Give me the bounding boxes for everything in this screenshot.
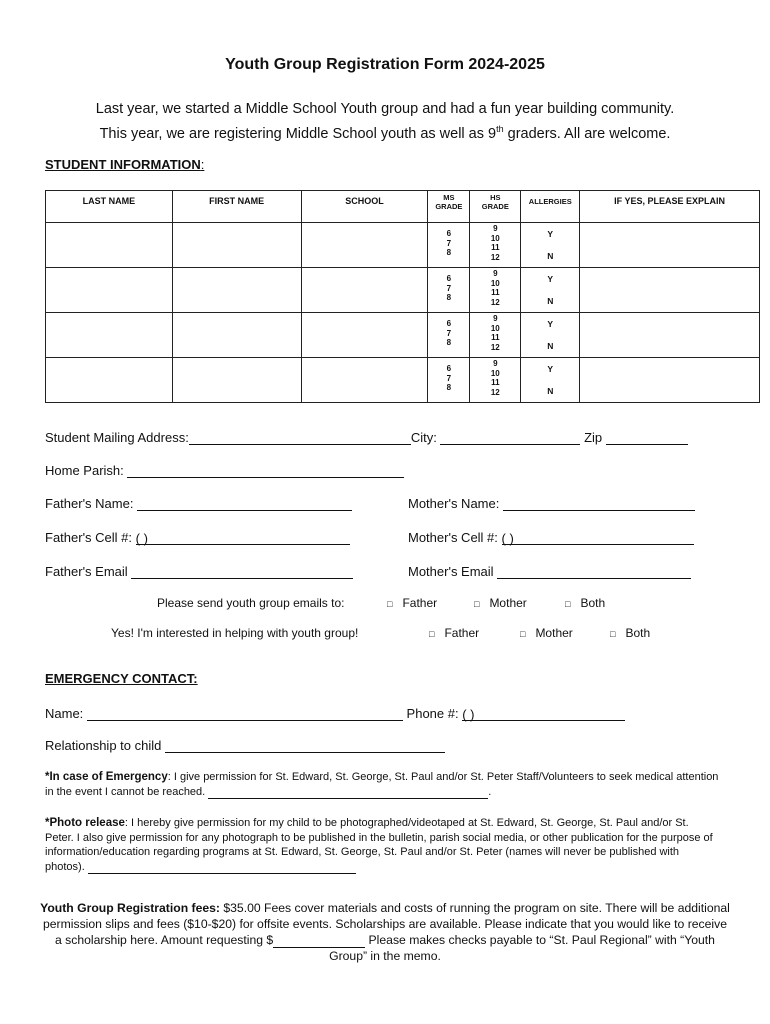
allergy-no-option[interactable]: N [547, 386, 554, 396]
header-hs-grade [470, 191, 521, 223]
allergy-yes-option[interactable]: Y [547, 274, 554, 284]
header-hs-grade-1: HS [490, 193, 501, 202]
fathers-cell-field[interactable] [136, 531, 350, 545]
last-name-cell[interactable] [46, 313, 173, 358]
emergency-name-field[interactable] [87, 707, 403, 721]
hs-grade-option[interactable]: 12 [490, 342, 500, 352]
emails-option-both[interactable] [565, 596, 605, 610]
emails-option-father[interactable] [387, 596, 437, 610]
header-hs-grade-2: GRADE [481, 202, 509, 211]
intro-line-1: Last year, we started a Middle School Youth group and had a fun year building community. [95, 101, 675, 117]
intro-line-2b: graders. All are welcome. [503, 125, 671, 142]
mailing-address-field[interactable] [189, 431, 411, 445]
emails-option-both-label: Both [580, 596, 606, 610]
school-cell[interactable] [301, 223, 428, 268]
photo-release-signature-field[interactable] [88, 862, 356, 874]
hs-grade-option[interactable]: 11 [491, 333, 500, 342]
checkbox-icon[interactable]: □ [429, 629, 435, 639]
allergies-cell[interactable] [521, 358, 580, 403]
allergy-explain-cell[interactable] [580, 313, 760, 358]
mothers-email-label: Mother's Email [408, 564, 494, 579]
ms-grade-option[interactable]: 7 [446, 373, 452, 383]
allergies-cell[interactable] [521, 223, 580, 268]
ms-grade-options[interactable] [428, 313, 469, 348]
emails-prompt: Please send youth group emails to: [157, 596, 345, 610]
helping-option-both-label: Both [625, 626, 651, 640]
table-row [46, 268, 760, 313]
mailing-address-label: Student Mailing Address: [45, 430, 189, 445]
allergy-yes-option[interactable]: Y [547, 229, 554, 239]
hs-grade-option[interactable]: 9 [493, 224, 498, 233]
table-header-row [46, 191, 760, 223]
ms-grade-option[interactable]: 6 [446, 364, 452, 373]
ms-grade-cell[interactable] [428, 223, 470, 268]
fathers-name-row [45, 496, 352, 511]
student-info-heading [45, 157, 204, 172]
allergy-explain-cell[interactable] [580, 358, 760, 403]
last-name-cell[interactable] [46, 223, 173, 268]
hs-grade-cell[interactable] [470, 313, 521, 358]
header-first-name: FIRST NAME [172, 191, 301, 223]
hs-grade-cell[interactable] [470, 268, 521, 313]
emergency-consent: *In case of Emergency: I give permission for St. Edward, St. George, St. Paul and/or St. Peter Staff/Volunteers to seek medical attention in the event I cannot be reached. . [45, 771, 719, 798]
mothers-name-field[interactable] [503, 497, 695, 511]
intro-line-2 [20, 119, 750, 144]
hs-grade-option[interactable]: 12 [490, 387, 500, 397]
emergency-consent-signature-field[interactable] [208, 787, 488, 799]
home-parish-label: Home Parish: [45, 463, 124, 478]
hs-grade-option[interactable]: 10 [490, 368, 500, 378]
photo-release-text: : I hereby give permission for my child to be photographed/videotaped at St. Edward, St. George, St. Paul and/or St. Peter. I also give permission for any photograph to be published in the bulletin, parish social media, or other publication for the purpose of information/education regarding programs at St. Edward, St. George, St. Paul and/or St. Peter (names will never be published with photos). [45, 817, 713, 873]
intro-line-2a: This year, we are registering Middle School youth as well as 9 [99, 125, 497, 142]
hs-grade-option[interactable]: 12 [490, 252, 500, 262]
first-name-cell[interactable] [172, 313, 301, 358]
last-name-cell[interactable] [46, 268, 173, 313]
allergy-no-option[interactable]: N [547, 251, 554, 261]
fathers-email-label: Father's Email [45, 564, 128, 579]
mothers-name-label: Mother's Name: [408, 496, 500, 511]
fees-text-2: Please makes checks payable to “St. Paul Regional” with “Youth Group” in the memo. [329, 933, 715, 963]
ms-grade-option[interactable]: 7 [446, 283, 452, 293]
fees-text-1: $35.00 Fees cover materials and costs of running the program on site. There will be additional permission slips and fees ($10-$20) for offsite events. Scholarships are available. Please indicate that you would like to receive a scholarship here. Amount requesting $ [43, 901, 730, 947]
hs-grade-options[interactable] [470, 313, 520, 352]
ms-grade-option[interactable]: 8 [446, 248, 452, 257]
hs-grade-options[interactable] [470, 223, 520, 262]
zip-label: Zip [584, 430, 603, 445]
header-school: SCHOOL [301, 191, 428, 223]
emergency-consent-text: : I give permission for St. Edward, St. George, St. Paul and/or St. Peter Staff/Volunteers to seek medical attention in the event I cannot be reached. [45, 771, 719, 798]
checkbox-icon[interactable]: □ [610, 629, 616, 639]
header-last-name: LAST NAME [46, 191, 173, 223]
hs-grade-option[interactable]: 12 [490, 297, 500, 307]
checkbox-icon[interactable]: □ [474, 599, 480, 609]
mothers-email-row [408, 564, 691, 579]
fees-paragraph [40, 900, 730, 964]
emergency-name-row [45, 706, 625, 721]
fathers-email-row [45, 564, 353, 579]
fathers-area-code: ( ) [135, 531, 148, 546]
ms-grade-cell[interactable] [428, 313, 470, 358]
relationship-field[interactable] [165, 739, 445, 753]
checkbox-icon[interactable]: □ [520, 629, 526, 639]
allergy-no-option[interactable]: N [547, 296, 554, 306]
hs-grade-options[interactable] [470, 358, 520, 397]
mothers-name-row [408, 496, 695, 511]
table-row [46, 313, 760, 358]
last-name-cell[interactable] [46, 358, 173, 403]
checkbox-icon[interactable]: □ [387, 599, 393, 609]
ms-grade-options[interactable] [428, 268, 469, 303]
helping-option-mother[interactable] [520, 626, 573, 640]
first-name-cell[interactable] [172, 268, 301, 313]
ms-grade-cell[interactable] [428, 268, 470, 313]
helping-option-father[interactable] [429, 626, 479, 640]
allergy-explain-cell[interactable] [580, 223, 760, 268]
home-parish-row [45, 463, 404, 478]
table-row [46, 358, 760, 403]
fees-title: Youth Group Registration fees: [40, 901, 220, 915]
zip-field[interactable] [606, 431, 688, 445]
photo-release-title: *Photo release [45, 817, 125, 829]
emergency-consent-title: *In case of Emergency [45, 771, 168, 783]
mailing-address-row [45, 430, 688, 445]
emergency-contact-heading: EMERGENCY CONTACT: [45, 671, 198, 686]
student-table [45, 190, 760, 403]
ms-grade-cell[interactable] [428, 358, 470, 403]
student-rows [46, 223, 760, 403]
hs-grade-option[interactable]: 11 [491, 288, 500, 297]
header-ms-grade-1: MS [443, 193, 455, 202]
scholarship-amount-field[interactable] [273, 935, 365, 948]
school-cell[interactable] [301, 358, 428, 403]
mothers-cell-row [408, 530, 694, 545]
relationship-label: Relationship to child [45, 738, 162, 753]
school-cell[interactable] [301, 268, 428, 313]
emails-option-mother[interactable] [474, 596, 527, 610]
emergency-name-label: Name: [45, 706, 84, 721]
checkbox-icon[interactable]: □ [565, 599, 571, 609]
first-name-cell[interactable] [172, 358, 301, 403]
allergy-yes-option[interactable]: Y [547, 319, 554, 329]
hs-grade-options[interactable] [470, 268, 520, 307]
ms-grade-option[interactable]: 7 [446, 328, 452, 338]
emails-option-mother-label: Mother [489, 596, 527, 610]
mothers-email-field[interactable] [497, 565, 691, 579]
emergency-area-code: ( ) [462, 707, 475, 722]
header-allergies: ALLERGIES [521, 191, 580, 223]
hs-grade-option[interactable]: 9 [493, 359, 498, 368]
intro-superscript: th [496, 124, 504, 134]
first-name-cell[interactable] [172, 223, 301, 268]
hs-grade-option[interactable]: 11 [491, 378, 500, 387]
hs-grade-option[interactable]: 10 [490, 233, 500, 243]
school-cell[interactable] [301, 313, 428, 358]
helping-option-both[interactable] [610, 626, 650, 640]
student-info-heading-text: STUDENT INFORMATION [45, 157, 201, 172]
helping-option-mother-label: Mother [535, 626, 573, 640]
emergency-phone-field[interactable] [462, 707, 625, 721]
page-title: Youth Group Registration Form 2024-2025 [225, 56, 545, 73]
hs-grade-option[interactable]: 10 [490, 323, 500, 333]
emergency-phone-label: Phone #: [406, 706, 459, 721]
allergies-cell[interactable] [521, 268, 580, 313]
student-info-heading-colon: : [200, 157, 205, 172]
mothers-area-code: ( ) [501, 531, 514, 546]
header-explain: IF YES, PLEASE EXPLAIN [580, 191, 760, 223]
allergy-yes-option[interactable]: Y [547, 364, 554, 374]
ms-grade-option[interactable]: 6 [446, 319, 452, 328]
ms-grade-option[interactable]: 7 [446, 238, 452, 248]
hs-grade-cell[interactable] [470, 223, 521, 268]
fathers-cell-row [45, 530, 350, 545]
ms-grade-option[interactable]: 6 [446, 229, 452, 238]
table-row [46, 223, 760, 268]
intro-text [20, 99, 750, 144]
fathers-email-field[interactable] [131, 565, 353, 579]
header-ms-grade-2: GRADE [435, 202, 463, 211]
allergies-cell[interactable] [521, 313, 580, 358]
header-ms-grade [428, 191, 470, 223]
helping-prompt: Yes! I'm interested in helping with youth group! [111, 626, 359, 640]
allergy-explain-cell[interactable] [580, 268, 760, 313]
relationship-row [45, 738, 445, 753]
mothers-cell-label: Mother's Cell #: [408, 530, 498, 545]
ms-grade-options[interactable] [428, 358, 469, 393]
ms-grade-option[interactable]: 6 [446, 274, 452, 283]
hs-grade-option[interactable]: 11 [491, 243, 500, 252]
helping-option-father-label: Father [444, 626, 480, 640]
ms-grade-option[interactable]: 8 [446, 383, 452, 392]
fathers-name-field[interactable] [137, 497, 352, 511]
ms-grade-option[interactable]: 8 [446, 338, 452, 347]
city-label: City: [410, 430, 437, 445]
hs-grade-cell[interactable] [470, 358, 521, 403]
hs-grade-option[interactable]: 10 [490, 278, 500, 288]
city-field[interactable] [440, 431, 580, 445]
allergy-no-option[interactable]: N [547, 341, 554, 351]
ms-grade-options[interactable] [428, 223, 469, 258]
fathers-name-label: Father's Name: [45, 496, 134, 511]
home-parish-field[interactable] [127, 464, 404, 478]
ms-grade-option[interactable]: 8 [446, 293, 452, 302]
fathers-cell-label: Father's Cell #: [45, 530, 133, 545]
hs-grade-option[interactable]: 9 [493, 269, 498, 278]
emails-option-father-label: Father [402, 596, 438, 610]
photo-release [45, 816, 720, 874]
hs-grade-option[interactable]: 9 [493, 314, 498, 323]
mothers-cell-field[interactable] [502, 531, 694, 545]
